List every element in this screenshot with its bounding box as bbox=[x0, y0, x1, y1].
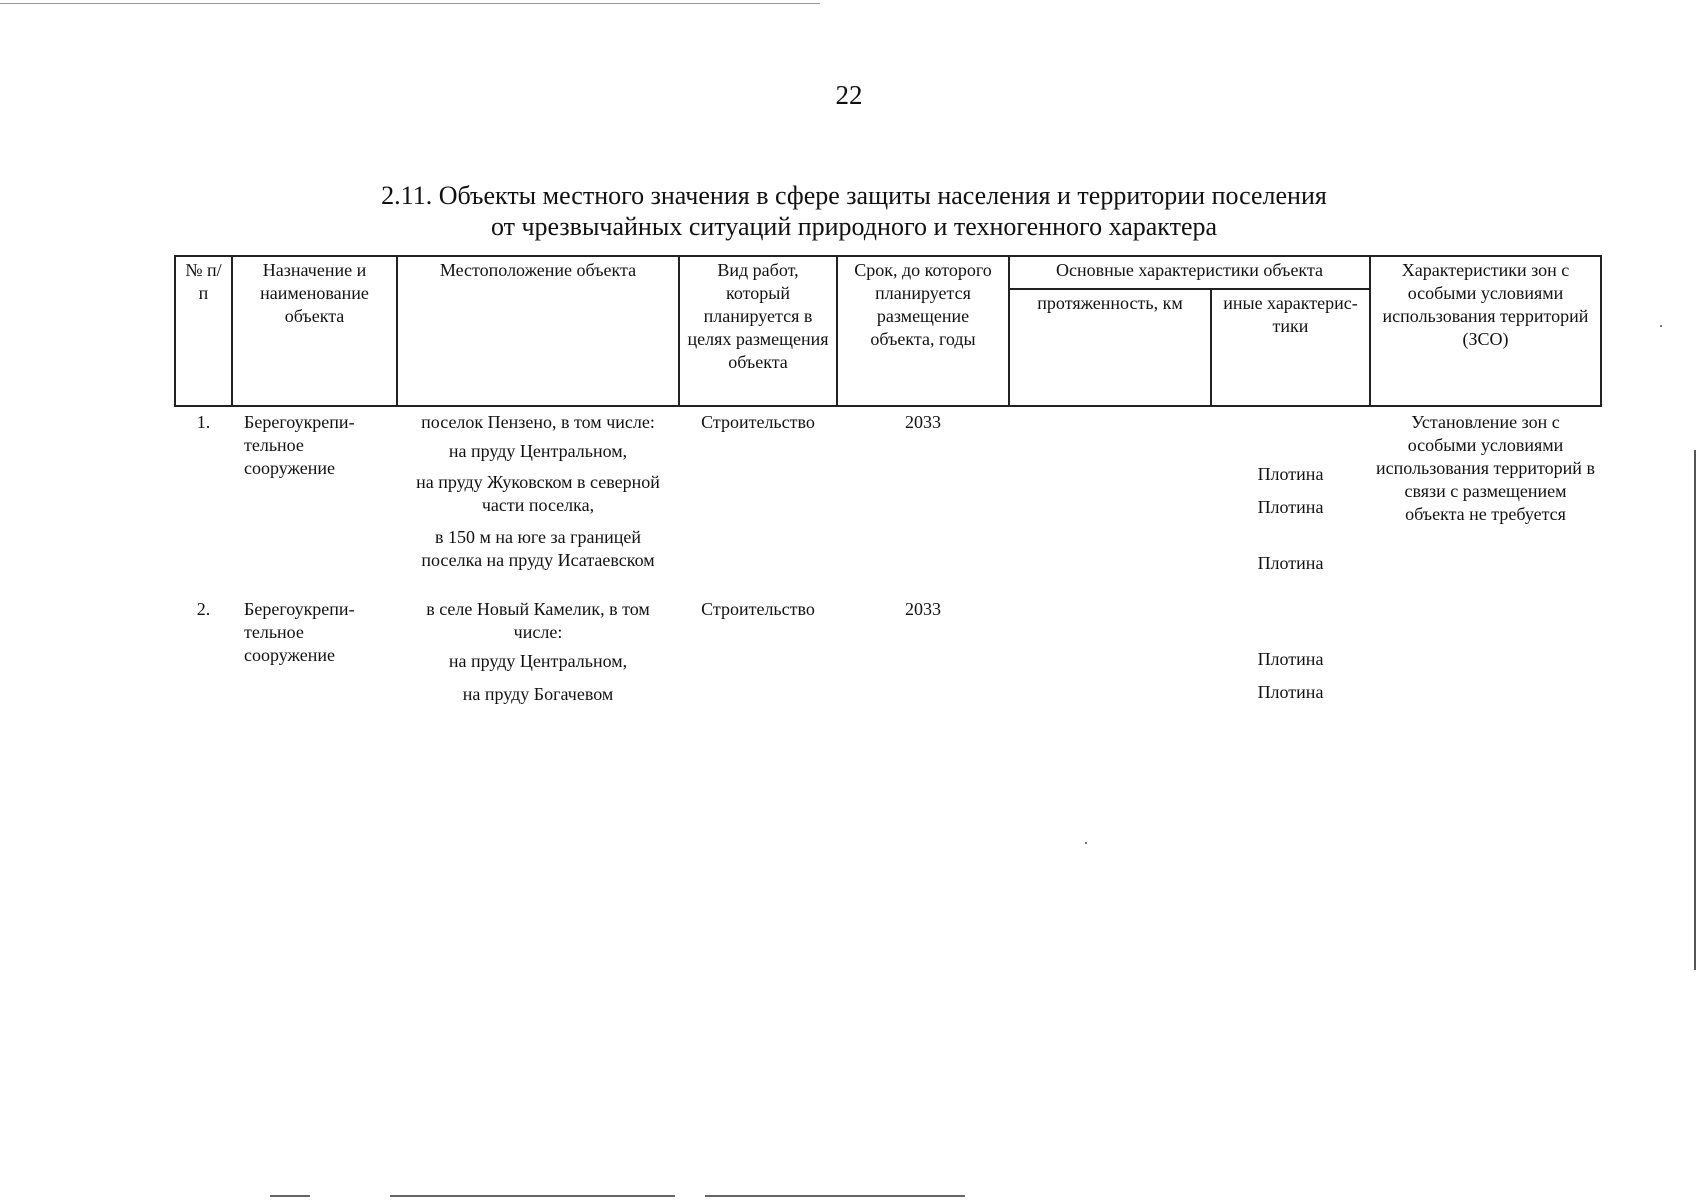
scan-edge-top bbox=[0, 3, 820, 4]
header-other: иные характерис-тики bbox=[1211, 289, 1370, 406]
header-work: Вид работ, который планируется в целях размещения объекта bbox=[679, 256, 837, 406]
location-line: поселок Пензено, в том числе: bbox=[421, 412, 655, 432]
location-line: на пруду Центральном, bbox=[448, 651, 628, 671]
other-line: Плотина bbox=[1257, 553, 1324, 573]
other-line: Плотина bbox=[1257, 649, 1324, 669]
zone-characteristics bbox=[1370, 594, 1601, 714]
scan-speck bbox=[1660, 325, 1662, 327]
other-line: Плотина bbox=[1257, 464, 1324, 484]
scan-edge-bottom-1 bbox=[270, 1195, 310, 1197]
header-name: Назначение и наименование объекта bbox=[232, 256, 397, 406]
scan-edge-right bbox=[1694, 450, 1696, 970]
scan-edge-bottom-3 bbox=[705, 1195, 965, 1197]
header-num: № п/п bbox=[175, 256, 232, 406]
term-year: 2033 bbox=[905, 599, 941, 619]
object-length bbox=[1009, 406, 1211, 580]
work-type: Строительство bbox=[701, 599, 815, 619]
work-type: Строительство bbox=[701, 412, 815, 432]
section-title-line-2: от чрезвычайных ситуаций природного и техногенного характера bbox=[490, 212, 1218, 241]
header-length: протяженность, км bbox=[1009, 289, 1211, 406]
row-number: 1. bbox=[196, 412, 211, 432]
location-line: в 150 м на юге за границей поселка на пруду Исатаевском bbox=[421, 527, 655, 570]
location-line: на пруду Центральном, bbox=[448, 441, 628, 461]
header-main-characteristics: Основные характеристики объекта bbox=[1009, 256, 1370, 289]
scan-speck bbox=[1085, 842, 1087, 844]
location-line: на пруду Жуковском в северной части поселка, bbox=[416, 472, 660, 515]
header-term: Срок, до которого планируется размещение объекта, годы bbox=[837, 256, 1009, 406]
table-row bbox=[175, 406, 1601, 580]
header-zones: Характеристики зон с особыми условиями использования территорий (ЗСО) bbox=[1370, 256, 1601, 406]
other-line bbox=[1217, 411, 1364, 463]
other-characteristics bbox=[1211, 406, 1370, 580]
header-location: Местоположение объекта bbox=[397, 256, 679, 406]
term-year: 2033 bbox=[905, 412, 941, 432]
section-title-line-1: 2.11. Объекты местного значения в сфере защиты населения и территории поселения bbox=[381, 181, 1327, 210]
other-line bbox=[1217, 598, 1364, 648]
section-title bbox=[0, 180, 1698, 242]
page-number: 22 bbox=[835, 80, 863, 110]
object-name: Берегоукрепи-тельное сооружение bbox=[244, 412, 355, 478]
row-spacer bbox=[175, 580, 1601, 594]
object-name: Берегоукрепи-тельное сооружение bbox=[244, 599, 355, 665]
object-location bbox=[397, 594, 679, 714]
table-row bbox=[175, 594, 1601, 714]
scan-edge-bottom-2 bbox=[390, 1195, 675, 1197]
other-line: Плотина bbox=[1257, 497, 1324, 517]
row-number: 2. bbox=[196, 599, 211, 619]
table-header-row bbox=[175, 256, 1601, 289]
other-characteristics bbox=[1211, 594, 1370, 714]
objects-table bbox=[174, 255, 1602, 714]
location-line: на пруду Богачевом bbox=[462, 684, 614, 704]
location-line: в селе Новый Камелик, в том числе: bbox=[426, 599, 650, 642]
object-location bbox=[397, 406, 679, 580]
zone-characteristics: Установление зон с особыми условиями использования территорий в связи с размещением объекта не требуется bbox=[1376, 412, 1595, 524]
other-line: Плотина bbox=[1257, 682, 1324, 702]
object-length bbox=[1009, 594, 1211, 714]
